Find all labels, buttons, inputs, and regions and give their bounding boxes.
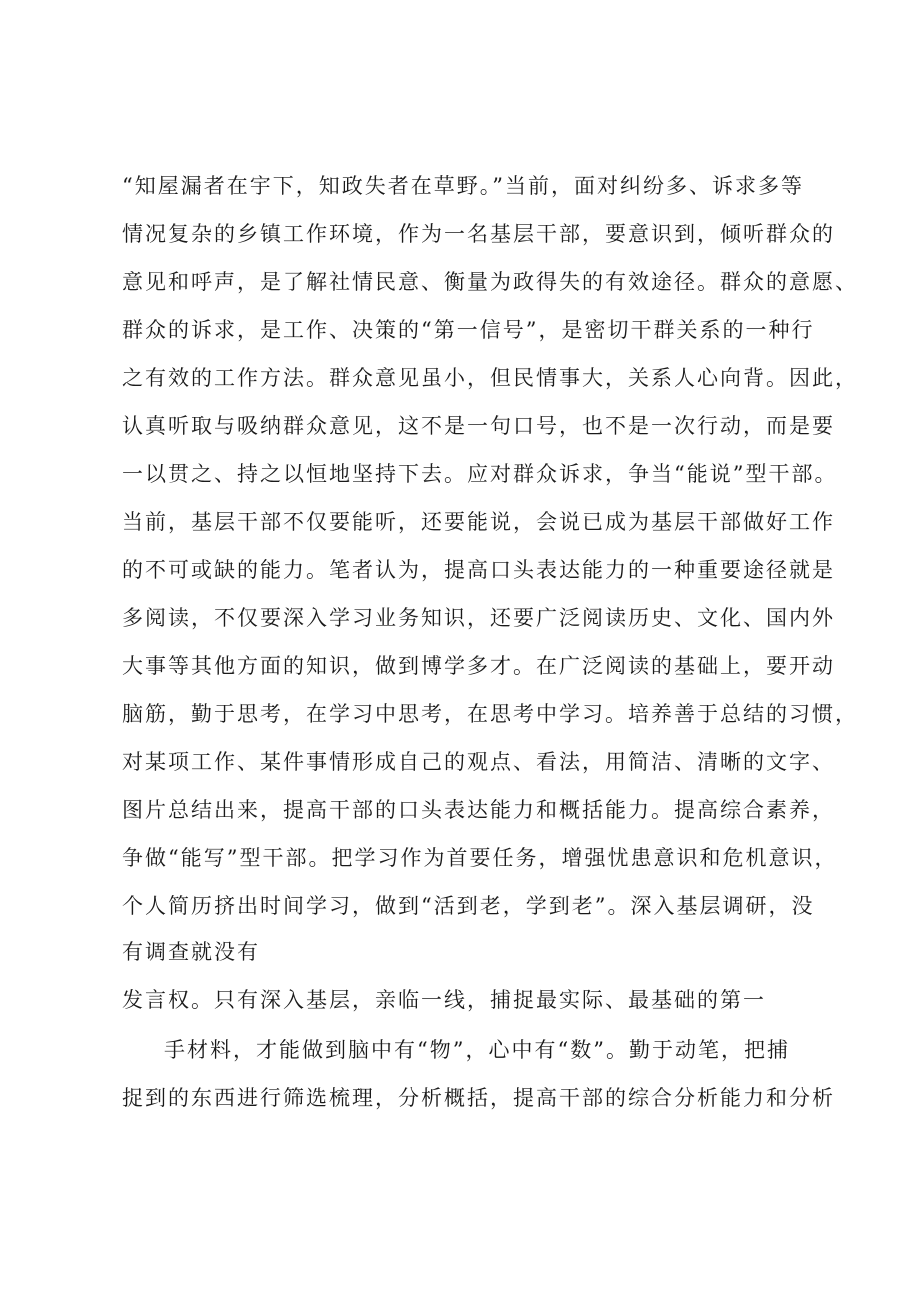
text-line: 发言权。只有深入基层，亲临一线，捕捉最实际、最基础的第一 <box>122 988 766 1012</box>
text-line: 争做“能写”型干部。把学习作为首要任务，增强忧患意识和危机意识， <box>122 846 838 870</box>
text-line: 手材料，才能做到脑中有“物”，心中有“数”。勤于动笔，把捕 <box>164 1038 790 1062</box>
text-line: 捉到的东西进行筛选梳理，分析概括，提高干部的综合分析能力和分析 <box>122 1086 835 1110</box>
text-line: 脑筋，勤于思考，在学习中思考，在思考中学习。培养善于总结的习惯， <box>122 702 858 726</box>
text-line: 认真听取与吸纳群众意见，这不是一句口号，也不是一次行动，而是要 <box>122 414 835 438</box>
text-line: 当前，基层干部不仅要能听，还要能说，会说已成为基层干部做好工作 <box>122 510 835 534</box>
text-line: 大事等其他方面的知识，做到博学多才。在广泛阅读的基础上，要开动 <box>122 654 835 678</box>
text-line: 图片总结出来，提高干部的口头表达能力和概括能力。提高综合素养， <box>122 798 835 822</box>
text-line: 有调查就没有 <box>122 940 260 964</box>
text-line: 对某项工作、某件事情形成自己的观点、看法，用简洁、清晰的文字、 <box>122 750 835 774</box>
text-line: 情况复杂的乡镇工作环境，作为一名基层干部，要意识到，倾听群众的 <box>122 222 835 246</box>
text-line: 意见和呼声，是了解社情民意、衡量为政得失的有效途径。群众的意愿、 <box>122 270 858 294</box>
text-line: 群众的诉求，是工作、决策的“第一信号”，是密切干群关系的一种行 <box>122 318 815 342</box>
text-line: 个人简历挤出时间学习，做到“活到老，学到老”。深入基层调研，没 <box>122 894 815 918</box>
text-line: 多阅读，不仅要深入学习业务知识，还要广泛阅读历史、文化、国内外 <box>122 606 835 630</box>
text-line: 一以贯之、持之以恒地坚持下去。应对群众诉求，争当“能说”型干部。 <box>122 462 838 486</box>
text-line: 的不可或缺的能力。笔者认为，提高口头表达能力的一种重要途径就是 <box>122 558 835 582</box>
text-line: “知屋漏者在宇下，知政失者在草野。”当前，面对纠纷多、诉求多等 <box>122 174 804 198</box>
text-line: 之有效的工作方法。群众意见虽小，但民情事大，关系人心向背。因此， <box>122 366 858 390</box>
